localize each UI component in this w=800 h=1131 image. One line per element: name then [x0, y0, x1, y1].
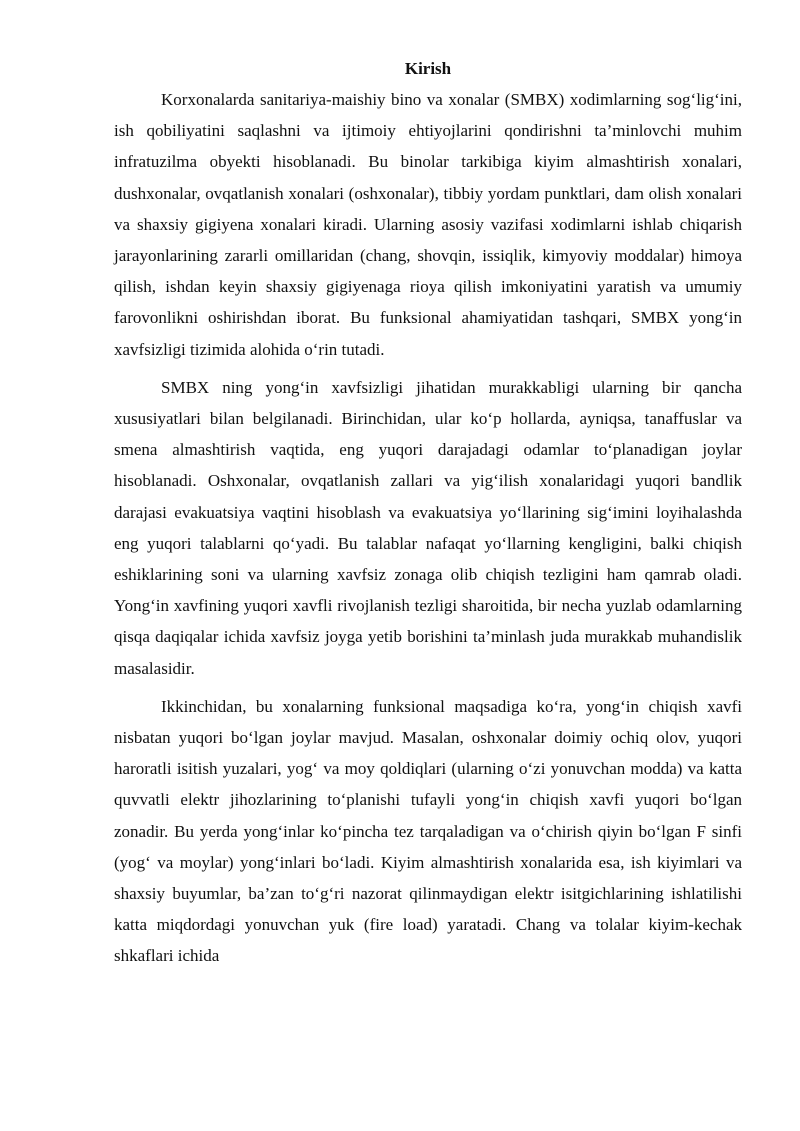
document-page — [114, 56, 742, 979]
paragraph-1: Korxonalarda sanitariya-maishiy bino va xonalar (SMBX) xodimlarning sog‘lig‘ini, ish qobiliyatini saqlashni va ijtimoiy ehtiyojlarini qondirishni ta’minlovchi muhim infratuzilma obyekti hisoblanadi. Bu binolar tarkibiga kiyim almashtirish xonalari, dushxonalar, ovqatlanish xonalari (oshxonalar), tibbiy yordam punktlari, dam olish xonalari va shaxsiy gigiyena xonalari kiradi. Ularning asosiy vazifasi xodimlarni ishlab chiqarish jarayonlarining zararli omillaridan (chang, shovqin, issiqlik, kimyoviy moddalar) himoya qilish, ishdan keyin shaxsiy gigiyenaga rioya qilish imkoniyatini yaratish va umumiy farovonlikni oshirishdan iborat. Bu funksional ahamiyatidan tashqari, SMBX yong‘in xavfsizligi tizimida alohida o‘rin tutadi. — [114, 90, 742, 359]
section-title: Kirish — [404, 59, 452, 78]
paragraph-2: SMBX ning yong‘in xavfsizligi jihatidan murakkabligi ularning bir qancha xususiyatlari bilan belgilanadi. Birinchidan, ular ko‘p hollarda, ayniqsa, tanaffuslar va smena almashtirish vaqtida, eng yuqori darajadagi odamlar to‘planadigan joylar hisoblanadi. Oshxonalar, ovqatlanish zallari va yig‘ilish xonalaridagi yuqori bandlik darajasi evakuatsiya vaqtini hisoblash va evakuatsiya yo‘llarining sig‘imini loyihalashda eng yuqori talablarni qo‘yadi. Bu talablar nafaqat yo‘llarning kengligini, balki chiqish eshiklarining soni va ularning xavfsiz zonaga olib chiqish tezligini ham qamrab oladi. Yong‘in xavfining yuqori xavfli rivojlanish tezligi sharoitida, bir necha yuzlab odamlarning qisqa daqiqalar ichida xavfsiz joyga yetib borishini ta’minlash juda murakkab muhandislik masalasidir. — [114, 377, 742, 678]
paragraph-3: Ikkinchidan, bu xonalarning funksional maqsadiga ko‘ra, yong‘in chiqish xavfi nisbatan yuqori bo‘lgan joylar mavjud. Masalan, oshxonalar doimiy ochiq olov, yuqori haroratli isitish yuzalari, yog‘ va moy qoldiqlari (ularning o‘zi yonuvchan modda) va katta quvvatli elektr jihozlarining to‘planishi tufayli yong‘in chiqish xavfi yuqori bo‘lgan zonadir. Bu yerda yong‘inlar ko‘pincha tez tarqaladigan va o‘chirish qiyin bo‘lgan F sinfi (yog‘ va moylar) yong‘inlari bo‘ladi. Kiyim almashtirish xonalarida esa, ish kiyimlari va shaxsiy buyumlar, ba’zan to‘g‘ri nazorat qilinmaydigan elektr isitgichlarining ishlatilishi katta miqdordagi yonuvchan yuk (fire load) yaratadi. Chang va tolalar kiyim-kechak shkaflari ichida — [114, 696, 742, 966]
